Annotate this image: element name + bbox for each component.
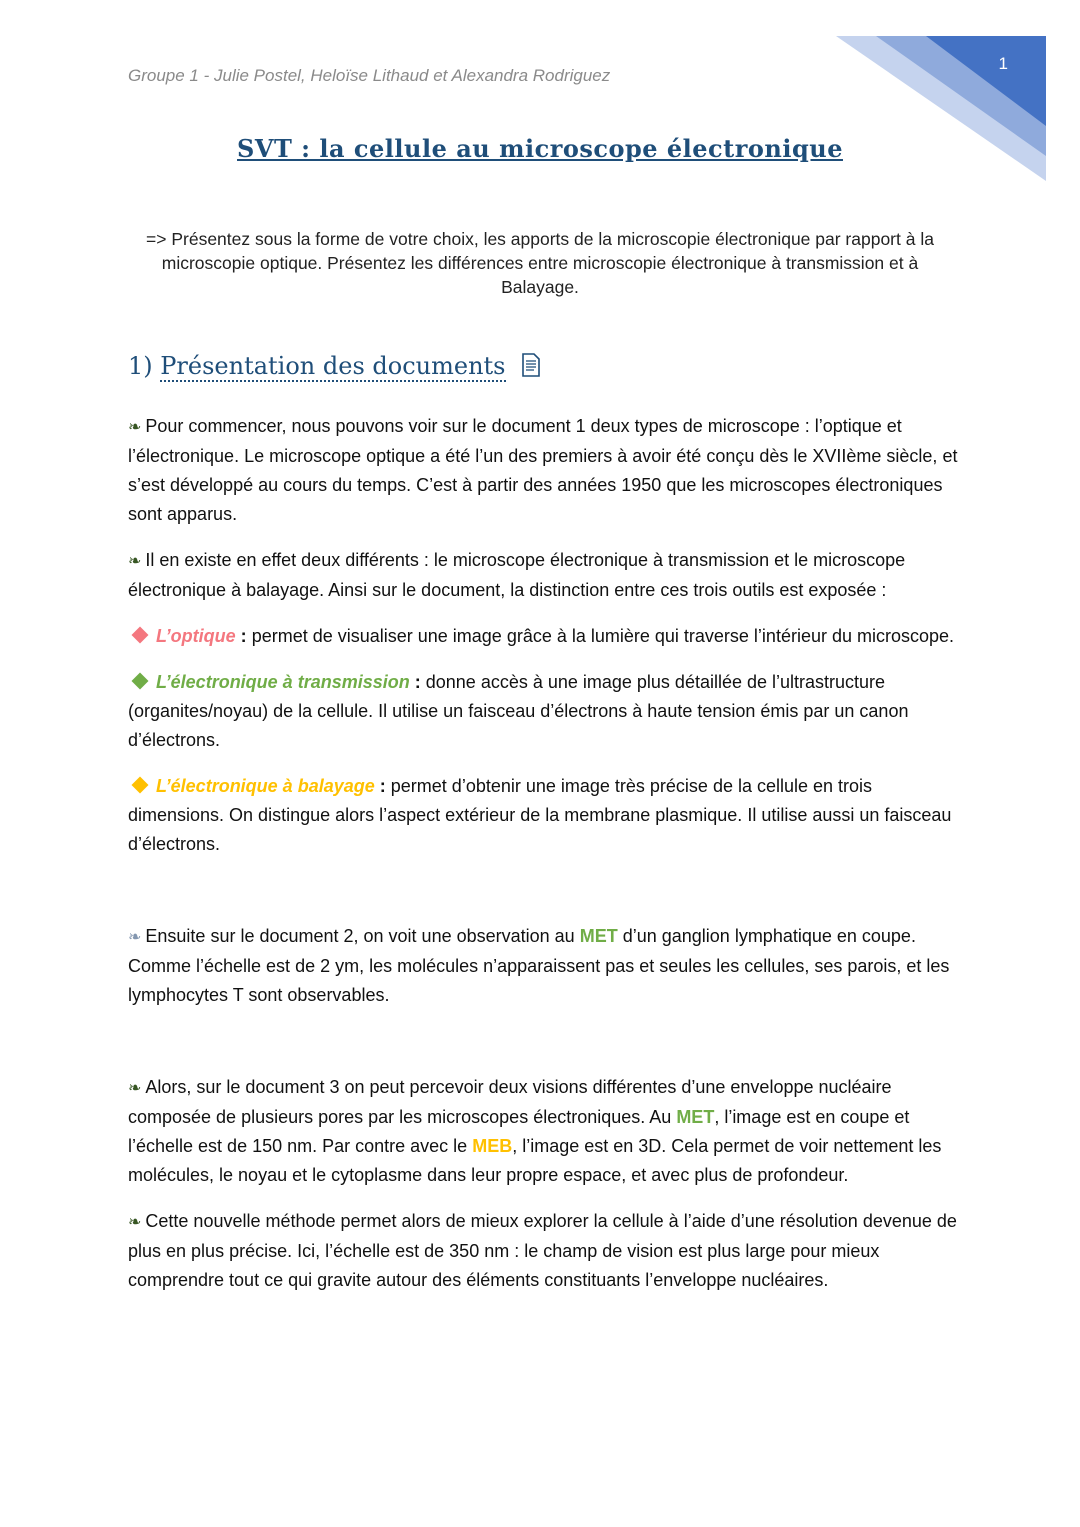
optique-label: L’optique bbox=[156, 626, 236, 646]
paragraph-text: Pour commencer, nous pouvons voir sur le document 1 deux types de microscope : l’optique et l’électronique. Le microscope optique a été l’un des premiers à avoir été conçu dès le XVIIème siècle, et s’est développé au cours du temps. C’est à partir des années 1950 que les microscopes électroniques sont apparus. bbox=[128, 416, 958, 524]
paragraph bbox=[128, 546, 958, 605]
floral-bullet-icon: ❧ bbox=[128, 929, 142, 946]
paragraph bbox=[128, 1073, 958, 1190]
floral-bullet-icon: ❧ bbox=[128, 553, 142, 570]
paragraph-text: permet de visualiser une image grâce à la lumière qui traverse l’intérieur du microscope. bbox=[251, 626, 955, 646]
met-highlight: MET bbox=[676, 1107, 715, 1127]
paragraph-optique bbox=[128, 622, 958, 651]
floral-bullet-icon: ❧ bbox=[128, 1080, 142, 1097]
paragraph-text: donne accès à une image plus détaillée de l’ultrastructure (organites/noyau) de la cellule. Il utilise un faisceau d’électrons à haute tension émis par un canon d’électrons. bbox=[128, 672, 909, 750]
floral-bullet-icon: ❧ bbox=[128, 419, 142, 436]
paragraph-text: permet d’obtenir une image très précise de la cellule en trois dimensions. On distingue alors l’aspect extérieur de la membrane plasmique. Il utilise aussi un faisceau d’électrons. bbox=[128, 776, 952, 854]
paragraph-text: , l’image est en coupe et l’échelle est de 150 nm. Par contre avec le bbox=[128, 1107, 910, 1156]
paragraph-text: , l’image est en 3D. Cela permet de voir nettement les molécules, le noyau et le cytoplasme dans leur propre espace, et avec plus de profondeur. bbox=[128, 1136, 942, 1185]
header-authors: Groupe 1 - Julie Postel, Heloïse Lithaud et Alexandra Rodriguez bbox=[128, 66, 611, 85]
meb-highlight: MEB bbox=[472, 1136, 513, 1156]
paragraph-text: d’un ganglion lymphatique en coupe. Comme l’échelle est de 2 ym, les molécules n’apparaissent pas et seules les cellules, ses parois, et les lymphocytes T sont observables. bbox=[128, 926, 950, 1005]
met-highlight: MET bbox=[579, 926, 618, 946]
paragraph bbox=[128, 1207, 958, 1295]
pink-diamond-icon bbox=[132, 627, 149, 644]
section-heading bbox=[128, 352, 541, 380]
transmission-label: L’électronique à transmission bbox=[156, 672, 410, 692]
floral-bullet-icon: ❧ bbox=[128, 1214, 142, 1231]
paragraph-balayage bbox=[128, 772, 958, 859]
balayage-label: L’électronique à balayage bbox=[156, 776, 375, 796]
document-icon bbox=[521, 353, 541, 377]
paragraph-text: Cette nouvelle méthode permet alors de mieux explorer la cellule à l’aide d’une résolution devenue de plus en plus précise. Ici, l’échelle est de 350 nm : le champ de vision est plus large pour mieux comprendre tout ce qui gravite autour des éléments constituants l’enveloppe nucléaires. bbox=[128, 1211, 957, 1290]
paragraph-text: Alors, sur le document 3 on peut percevoir deux visions différentes d’une enveloppe nucléaire composée de plusieurs pores par les microscopes électroniques. Au bbox=[128, 1077, 892, 1127]
page-title: SVT : la cellule au microscope électronique bbox=[237, 134, 843, 163]
green-diamond-icon bbox=[132, 673, 149, 690]
section-number: 1) bbox=[128, 352, 153, 380]
colon: : bbox=[240, 626, 247, 646]
colon: : bbox=[414, 672, 421, 692]
paragraph-transmission bbox=[128, 668, 958, 755]
paragraph bbox=[128, 922, 958, 1010]
paragraph-text: Il en existe en effet deux différents : le microscope électronique à transmission et le microscope électronique à balayage. Ainsi sur le document, la distinction entre ces trois outils est exposée : bbox=[128, 550, 906, 600]
colon: : bbox=[379, 776, 386, 796]
paragraph-text: Ensuite sur le document 2, on voit une observation au bbox=[145, 926, 575, 946]
paragraph bbox=[128, 412, 958, 529]
yellow-diamond-icon bbox=[132, 777, 149, 794]
section-title: Présentation des documents bbox=[160, 352, 506, 380]
page-number: 1 bbox=[998, 54, 1008, 73]
document-body bbox=[128, 412, 958, 1312]
intro-question: => Présentez sous la forme de votre choix, les apports de la microscopie électronique par rapport à la microscopie optique. Présentez les différences entre microscopie électronique à transmission et à Balayage. bbox=[146, 229, 934, 297]
